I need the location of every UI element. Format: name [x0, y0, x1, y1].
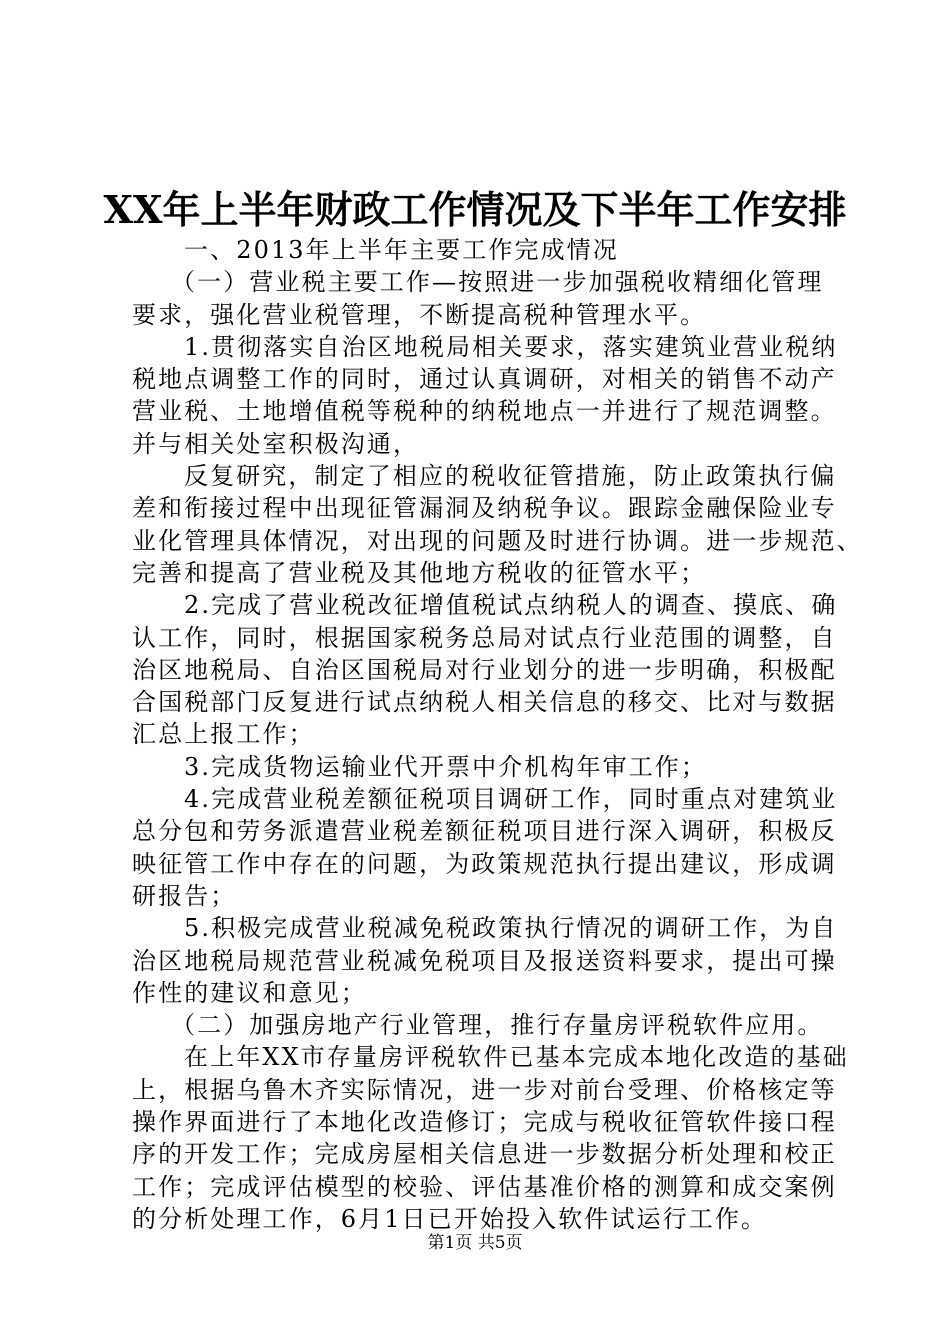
- text-line: 的分析处理工作，6月1日已开始投入软件试运行工作。: [132, 1204, 768, 1233]
- text-line: 1.贯彻落实自治区地税局相关要求，落实建筑业营业税纳: [184, 332, 838, 361]
- text-line: 3.完成货物运输业代开票中介机构年审工作；: [184, 752, 707, 781]
- text-line: 合国税部门反复进行试点纳税人相关信息的移交、比对与数据: [132, 688, 837, 717]
- text-line: 总分包和劳务派遣营业税差额征税项目进行深入调研，积极反: [132, 817, 837, 846]
- text-line: 5.积极完成营业税减免税政策执行情况的调研工作，为自: [184, 914, 838, 943]
- text-line: 研报告；: [132, 881, 237, 910]
- document-title: XX年上半年财政工作情况及下半年工作安排: [103, 187, 847, 232]
- text-line: 序的开发工作；完成房屋相关信息进一步数据分析处理和校正: [132, 1140, 837, 1169]
- text-line: 认工作，同时，根据国家税务总局对试点行业范围的调整，自: [132, 623, 837, 652]
- text-line: 业化管理具体情况，对出现的问题及时进行协调。进一步规范、: [132, 526, 863, 555]
- page-footer: 第1页 共5页: [427, 1233, 523, 1253]
- text-line: 税地点调整工作的同时，通过认真调研，对相关的销售不动产: [132, 365, 837, 394]
- text-line: 工作；完成评估模型的校验、评估基准价格的测算和成交案例: [132, 1172, 837, 1201]
- text-line: （一）营业税主要工作—按照进一步加强税收精细化管理: [171, 268, 824, 297]
- text-line: 在上年XX市存量房评税软件已基本完成本地化改造的基础: [184, 1043, 849, 1072]
- text-line: （二）加强房地产行业管理，推行存量房评税软件应用。: [171, 1011, 824, 1040]
- text-line: 2.完成了营业税改征增值税试点纳税人的调查、摸底、确: [184, 591, 838, 620]
- text-line: 一、2013年上半年主要工作完成情况: [184, 236, 619, 264]
- document-body: [132, 234, 863, 1235]
- text-line: 要求，强化营业税管理，不断提高税种管理水平。: [132, 300, 707, 329]
- text-line: 操作界面进行了本地化改造修订；完成与税收征管软件接口程: [132, 1108, 837, 1137]
- text-line: 并与相关处室积极沟通，: [132, 429, 420, 458]
- text-line: 4.完成营业税差额征税项目调研工作，同时重点对建筑业: [184, 785, 838, 814]
- text-line: 映征管工作中存在的问题，为政策规范执行提出建议，形成调: [132, 849, 837, 878]
- text-line: 治区地税局规范营业税减免税项目及报送资料要求，提出可操: [132, 946, 837, 975]
- text-line: 营业税、土地增值税等税种的纳税地点一并进行了规范调整。: [132, 397, 837, 426]
- text-line: 上，根据乌鲁木齐实际情况，进一步对前台受理、价格核定等: [132, 1075, 837, 1104]
- text-line: 治区地税局、自治区国税局对行业划分的进一步明确，积极配: [132, 655, 837, 684]
- text-line: 反复研究，制定了相应的税收征管措施，防止政策执行偏: [184, 462, 837, 491]
- text-line: 作性的建议和意见；: [132, 978, 367, 1007]
- text-line: 汇总上报工作；: [132, 720, 315, 749]
- text-line: 完善和提高了营业税及其他地方税收的征管水平；: [132, 558, 707, 587]
- text-line: 差和衔接过程中出现征管漏洞及纳税争议。跟踪金融保险业专: [132, 494, 837, 523]
